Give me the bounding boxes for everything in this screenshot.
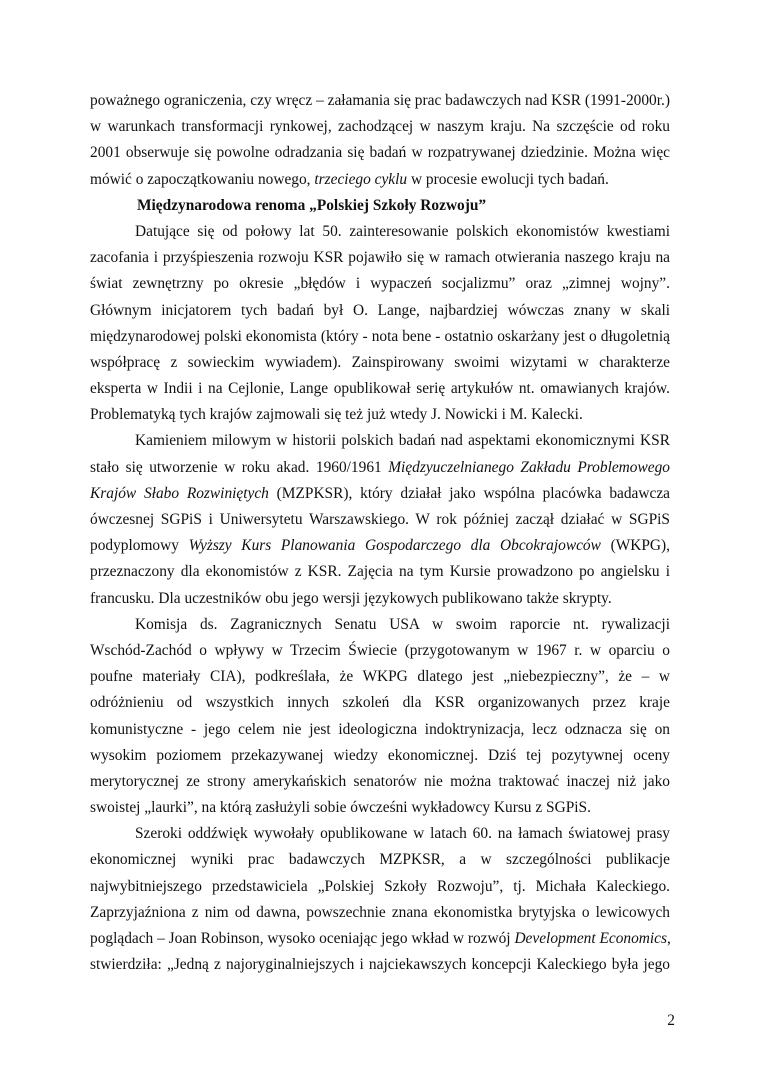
text-line: międzynarodowej polski ekonomista (który - nota bene - ostatnio oskarżany jest o długoletnią — [90, 327, 670, 345]
text-line: francusku. Dla uczestników obu jego wersji językowych publikowano także skrypty. — [90, 589, 612, 607]
text-line: Szeroki oddźwięk wywołały opublikowane w latach 60. na łamach światowej prasy — [135, 825, 670, 843]
text-line: Zaprzyjaźniona z nim od dawna, powszechnie znana ekonomistka brytyjska o lewicowych — [90, 903, 670, 921]
text-line: Komisja ds. Zagranicznych Senatu USA w swoim raporcie nt. rywalizacji — [135, 615, 670, 633]
text-line: eksperta w Indii i na Cejlonie, Lange opublikował serię artykułów nt. omawianych krajów. — [90, 380, 670, 398]
text-line: stało się utworzenie w roku akad. 1960/1961 Międzyuczelnianego Zakładu Problemowego — [90, 458, 670, 476]
text-line: Kamieniem milowym w historii polskich badań nad aspektami ekonomicznymi KSR — [135, 432, 670, 450]
text-line: podyplomowy Wyższy Kurs Planowania Gospodarczego dla Obcokrajowców (WKPG), — [90, 537, 670, 555]
text-line: Problematyką tych krajów zajmowali się też już wtedy J. Nowicki i M. Kalecki. — [90, 406, 583, 424]
text-line: swoistej „laurki”, na którą zasłużyli sobie ówcześni wykładowcy Kursu z SGPiS. — [90, 799, 591, 817]
text-line: poglądach – Joan Robinson, wysoko oceniając jego wkład w rozwój Development Economics, — [90, 930, 671, 947]
text-line: odróżnieniu od wszystkich innych szkoleń dla KSR organizowanych przez kraje — [90, 694, 670, 712]
text-line: merytorycznej ze strony amerykańskich senatorów nie można traktować inaczej niż jako — [90, 772, 670, 790]
text-line: poważnego ograniczenia, czy wręcz – załamania się prac badawczych nad KSR (1991-2000r.) — [90, 92, 670, 109]
text-line: poufne materiały CIA), podkreślała, że WKPG dlatego jest „niebezpieczny”, że – w — [90, 668, 670, 686]
text-line: w warunkach transformacji rynkowej, zachodzącej w naszym kraju. Na szczęście od roku — [90, 118, 670, 136]
text-line: Głównym inicjatorem tych badań był O. Lange, najbardziej wówczas znany w skali — [90, 301, 670, 319]
text-line: najwybitniejszego przedstawiciela „Polskiej Szkoły Rozwoju”, tj. Michała Kaleckiego. — [90, 877, 670, 895]
text-line: zacofania i przyśpieszenia rozwoju KSR pojawiło się w ramach otwierania naszego kraju na — [90, 249, 670, 267]
italic-term: Międzyuczelnianego Zakładu Problemowego — [388, 458, 670, 476]
text-line: przeznaczony dla ekonomistów z KSR. Zajęcia na tym Kursie prowadzono po angielsku i — [90, 563, 670, 581]
text-line: Datujące się od połowy lat 50. zainteresowanie polskich ekonomistów kwestiami — [135, 222, 670, 240]
italic-term: trzeciego cyklu — [314, 170, 408, 188]
italic-term: Krajów Słabo Rozwiniętych — [90, 484, 269, 502]
text-line: stwierdziła: „Jedną z najoryginalniejszych i najciekawszych koncepcji Kaleckiego była jego — [90, 956, 670, 974]
text-line: mówić o zapoczątkowaniu nowego, trzeciego cyklu w procesie ewolucji tych badań. — [90, 170, 609, 188]
page-number: 2 — [667, 1012, 675, 1029]
text-line: ekonomicznej wyniki prac badawczych MZPKSR, a w szczególności publikacje — [90, 851, 670, 869]
text-line: świat zewnętrzny po okresie „błędów i wypaczeń socjalizmu” oraz „zimnej wojny”. — [90, 275, 670, 293]
text-line: współpracę z sowieckim wywiadem). Zainspirowany swoimi wizytami w charakterze — [90, 353, 670, 371]
italic-term: Development Economics — [514, 930, 668, 947]
text-line: 2001 obserwuje się powolne odradzania się badań w rozpatrywanej dziedzinie. Można więc — [90, 144, 670, 162]
text-line: wysokim poziomem przekazywanej wiedzy ekonomicznej. Dziś tej pozytywnej oceny — [90, 746, 670, 764]
text-line: ówczesnej SGPiS i Uniwersytetu Warszawskiego. W rok później zaczął działać w SGPiS — [90, 511, 670, 528]
italic-term: Wyższy Kurs Planowania Gospodarczego dla Obcokrajowców — [188, 537, 601, 555]
text-line: Krajów Słabo Rozwiniętych (MZPKSR), który działał jako wspólna placówka badawcza — [90, 484, 670, 502]
section-heading: Międzynarodowa renoma „Polskiej Szkoły Rozwoju” — [137, 196, 487, 214]
text-line: Wschód-Zachód o wpływy w Trzecim Świecie (przygotowanym w 1967 r. w oparciu o — [90, 641, 670, 659]
text-line: komunistyczne - jego celem nie jest ideologiczna indoktrynizacja, lecz odznacza się on — [90, 720, 670, 738]
body-text — [90, 88, 670, 978]
